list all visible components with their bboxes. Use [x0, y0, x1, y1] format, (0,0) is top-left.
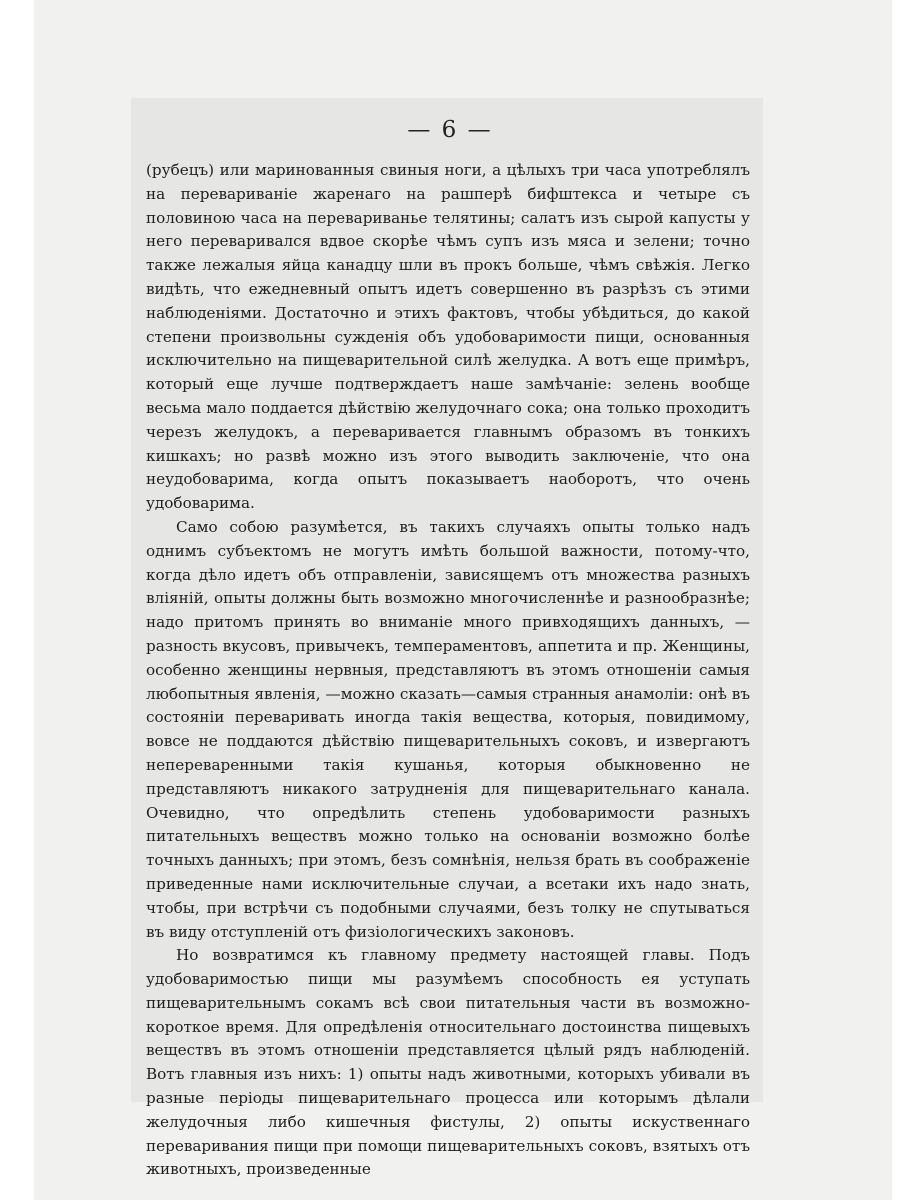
- paragraph-1: (рубецъ) или маринованныя свиныя ноги, а цѣлыхъ три часа употреблялъ на перевариванiе жаренаго на рашперѣ бифштекса и четыре съ половиною часа на перевариванье телятины; салатъ изъ сырой капусты у него переваривался вдвое скорѣе чѣмъ супъ изъ мяса и зелени; точно также лежалыя яйца канадцу шли въ прокъ больше, чѣмъ свѣжiя. Легко видѣть, что ежедневный опытъ идетъ совершенно въ разрѣзъ съ этими наблюденiями. Достаточно и этихъ фактовъ, чтобы убѣдиться, до какой степени произвольны сужденiя объ удобоваримости пищи, основанныя исключительно на пищеварительной силѣ желудка. А вотъ еще примѣръ, который еще лучше подтверждаетъ наше замѣчанiе: зелень вообще весьма мало поддается дѣйствiю желудочнаго сока; она только проходитъ черезъ желудокъ, а переваривается главнымъ образомъ въ тонкихъ кишкахъ; но развѣ можно изъ этого выводить заключенiе, что она неудобоварима, когда опытъ показываетъ наоборотъ, что очень удобоварима.: [146, 161, 750, 513]
- paragraph-2: Само собою разумѣется, въ такихъ случаяхъ опыты только надъ однимъ субъектомъ не могутъ имѣть большой важности, потому-что, когда дѣло идетъ объ отправленiи, зависящемъ отъ множества разныхъ влiянiй, опыты должны быть возможно многочисленнѣе и разнообразнѣе; надо притомъ принять во вниманiе много привходящихъ данныхъ, —разность вкусовъ, привычекъ, темпераментовъ, аппетита и пр. Женщины, особенно женщины нервныя, представляютъ въ этомъ отношенiи самыя любопытныя явленiя, —можно сказать—самыя странныя анамолiи: онѣ въ состоянiи переваривать иногда такiя вещества, которыя, повидимому, вовсе не поддаются дѣйствiю пищеварительныхъ соковъ, и извергаютъ непереваренными такiя кушанья, которыя обыкновенно не представляютъ никакого затрудненiя для пищеварительнаго канала. Очевидно, что опредѣлить степень удобоваримости разныхъ питательныхъ веществъ можно только на основанiи возможно болѣе точныхъ данныхъ; при этомъ, безъ сомнѣнiя, нельзя брать въ соображенiе приведенные нами исключительные случаи, а всетаки ихъ надо знать, чтобы, при встрѣчи съ подобными случаями, безъ толку не спутываться въ виду отступленiй отъ физiологическихъ законовъ.: [146, 517, 750, 941]
- scan-margin-right: [892, 0, 900, 1200]
- page-number: — 6 —: [407, 117, 493, 143]
- paragraph-3: Но возвратимся къ главному предмету настоящей главы. Подъ удобоваримостью пищи мы разумѣемъ способность ея уступать пищеварительнымъ сокамъ всѣ свои питательныя части въ возможно-короткое время. Для опредѣленiя относительнаго достоинства пищевыхъ веществъ въ этомъ отношенiи представляется цѣлый рядъ наблюденiй. Вотъ главныя изъ нихъ: 1) опыты надъ животными, которыхъ убивали въ разные перiоды пищеварительнаго процесса или которымъ дѣлали желудочныя либо кишечныя фистулы, 2) опыты искуственнаго переваривания пищи при помощи пищеварительныхъ соковъ, взятыхъ отъ животныхъ, произведенные: [146, 946, 750, 1179]
- scan-margin-left: [0, 0, 34, 1200]
- body-text: [146, 159, 750, 1182]
